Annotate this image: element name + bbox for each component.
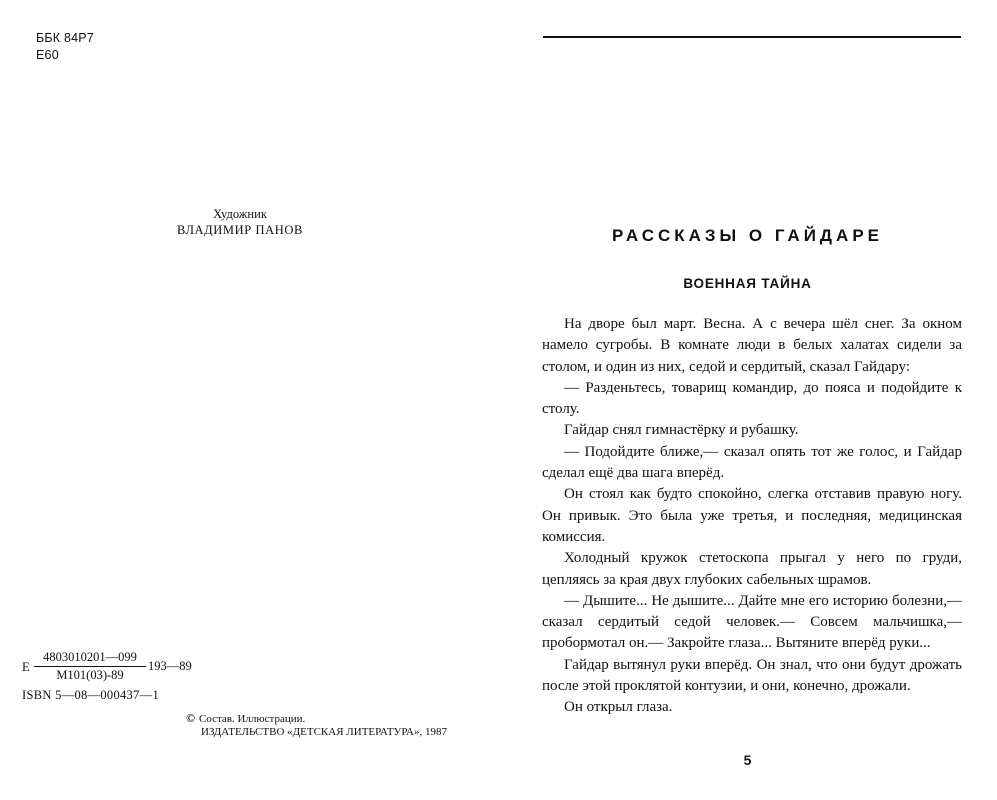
- left-page: [0, 0, 498, 800]
- book-title: РАССКАЗЫ О ГАЙДАРЕ: [612, 226, 883, 245]
- story-title: ВОЕННАЯ ТАЙНА: [683, 276, 812, 291]
- bbk-index: [36, 30, 94, 64]
- paragraph: Он открыл глаза.: [564, 699, 673, 716]
- bbk-code: ББК 84Р7: [36, 31, 94, 45]
- paragraph: — Дышите... Не дышите... Дайте мне его историю болезни,— сказал сердитый седой человек.— Совсем мальчишка,— пробормотал он.— Закройте глаза... Вытяните вперёд руки...: [542, 592, 962, 652]
- catalog-numerator: 4803010201—099: [34, 650, 146, 667]
- page-number: 5: [743, 752, 752, 768]
- copyright-icon: ©: [186, 711, 195, 725]
- catalog-denominator: М101(03)-89: [56, 668, 124, 682]
- story-text: [542, 314, 962, 719]
- copyright-line-1: Состав. Иллюстрации.: [198, 713, 306, 725]
- copyright-line-2: ИЗДАТЕЛЬСТВО «ДЕТСКАЯ ЛИТЕРАТУРА», 1987: [201, 726, 447, 738]
- paragraph: — Разденьтесь, товарищ командир, до пояса и подойдите к столу.: [542, 379, 962, 418]
- isbn: ISBN 5—08—000437—1: [22, 688, 160, 702]
- paragraph: Гайдар снял гимнастёрку и рубашку.: [564, 422, 799, 439]
- right-page: [498, 0, 997, 800]
- paragraph: На дворе был март. Весна. А с вечера шёл снег. За окном намело сугробы. В комнате люди в белых халатах сидели за столом, и один из них, седой и сердитый, сказал Гайдару:: [542, 316, 962, 375]
- catalog-number: 193—89: [148, 659, 192, 673]
- paragraph: — Подойдите ближе,— сказал опять тот же голос, и Гайдар сделал ещё два шага вперёд.: [542, 443, 962, 482]
- illustrator-credit: [150, 206, 330, 238]
- paragraph: Он стоял как будто спокойно, слегка отставив правую ногу. Он привык. Это была уже третья, и последняя, медицинская комиссия.: [542, 486, 962, 545]
- catalog-fraction: [34, 650, 146, 683]
- catalog-letter: Е: [22, 660, 30, 674]
- illustrator-label: Художник: [213, 207, 267, 221]
- paragraph: Холодный кружок стетоскопа прыгал у него по груди, цепляясь за края двух глубоких сабельных шрамов.: [542, 550, 962, 588]
- paragraph: Гайдар вытянул руки вперёд. Он знал, что они будут дрожать после этой проклятой контузии, и они, конечно, дрожали.: [542, 656, 962, 695]
- illustrator-name: ВЛАДИМИР ПАНОВ: [177, 223, 303, 237]
- bbk-author-mark: Е60: [36, 48, 59, 62]
- copyright-notice: [186, 712, 447, 739]
- top-rule-divider: [543, 36, 961, 38]
